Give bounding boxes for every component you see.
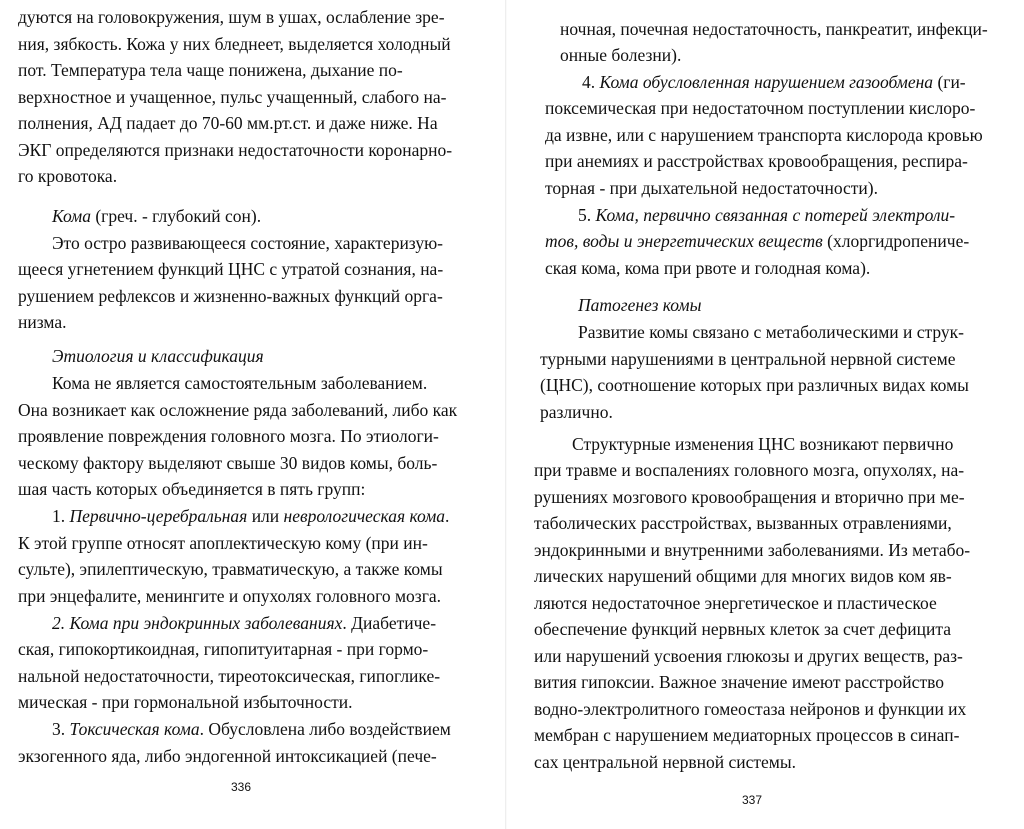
list-term: неврологическая кома [283,506,445,526]
right-page [512,0,1024,829]
list-item-3 [52,721,451,739]
text-line: К этой группе относят апоплектическую кому (при ин- [18,533,428,553]
text-line: го кровотока. [18,166,118,186]
text-line: низма. [18,312,67,332]
text-line: шая часть которых объединяется в пять групп: [18,479,366,499]
text-line: (ЦНС), соотношение которых при различных видах комы [540,375,969,395]
text-line: ская кома, кома при рвоте и голодная кома). [545,258,871,278]
text-line: при травме и воспалениях головного мозга, опухолях, на- [534,460,965,480]
text-line: различно. [540,402,613,422]
text-line: рушениях мозгового кровообращения и вторично при ме- [534,487,965,507]
page-number-left: 336 [231,780,252,794]
text-line: да извне, или с нарушением транспорта кислорода кровью [545,125,983,145]
text-line: эндокринными и внутренними заболеваниями. Из метабо- [534,540,971,560]
term-koma: Кома [52,206,91,226]
list-term: Токсическая кома [69,719,200,739]
text-line: или нарушений усвоения глюкозы и других веществ, раз- [534,646,963,666]
text-line: мическая - при гормональной избыточности. [18,692,353,712]
text-line: верхностное и учащенное, пульс учащенный, слабого на- [18,87,447,107]
text-line: дуются на головокружения, шум в ушах, ослабление зре- [18,7,445,27]
text-line: таболических расстройствах, вызванных отравлениями, [534,513,952,533]
text-line: Структурные изменения ЦНС возникают первично [572,434,954,454]
list-term: Кома обусловленная нарушением газообмена [599,72,934,92]
text-line: ночная, почечная недостаточность, панкреатит, инфекци- [560,19,988,39]
text-line: онные болезни). [560,45,682,65]
section-heading-etiology: Этиология и классификация [52,346,264,366]
list-rest: (хлоргидропениче- [822,231,970,251]
list-item-1 [52,508,449,526]
text-line: щееся угнетением функций ЦНС с утратой сознания, на- [18,259,444,279]
text-line: ская, гипокортикоидная, гипопитуитарная - при гормо- [18,639,429,659]
list-item-2 [52,615,436,633]
text-line: Она возникает как осложнение ряда заболеваний, либо как [18,400,458,420]
text-line: при анемиях и расстройствах кровообращения, респира- [545,151,968,171]
page-number-right: 337 [742,793,763,807]
book-gutter [505,0,507,829]
list-rest: . Диабетиче- [342,613,437,633]
text-line: водно-электролитного гомеостаза нейронов и функции их [534,699,967,719]
list-punct: . [445,506,450,526]
text-line: поксемическая при недостаточном поступлении кислоро- [545,98,976,118]
text-line: экзогенного яда, либо эндогенной интоксикацией (пече- [18,746,437,766]
text-line: рушением рефлексов и жизненно-важных функций орга- [18,286,443,306]
text-line: пот. Температура тела чаще понижена, дыхание по- [18,60,403,80]
text-line: торная - при дыхательной недостаточности). [545,178,878,198]
list-item-4 [582,74,966,92]
term-gloss: (греч. - глубокий сон). [90,206,262,226]
text-line: мембран с нарушением медиаторных процессов в синап- [534,725,960,745]
list-number: 3. [52,719,70,739]
text-line: Развитие комы связано с метаболическими и струк- [578,322,965,342]
text-line: проявление повреждения головного мозга. По этиологи- [18,426,439,446]
section-heading-pathogenesis: Патогенез комы [578,295,702,315]
list-term: Первично-церебральная [69,506,248,526]
term-definition-line [52,208,261,226]
list-term: тов, воды и энергетических веществ [545,231,823,251]
text-line: Кома не является самостоятельным заболеванием. [52,373,428,393]
text-line: ЭКГ определяются признаки недостаточности коронарно- [18,140,453,160]
left-page [0,0,500,829]
text-line: полнения, АД падает до 70-60 мм.рт.ст. и даже ниже. На [18,113,438,133]
list-term: Кома, первично связанная с потерей электроли- [595,205,956,225]
text-line: ческому фактору выделяют свыше 30 видов комы, боль- [18,453,438,473]
text-line: ляются недостаточное энергетическое и пластическое [534,593,937,613]
list-term: 2. Кома при эндокринных заболеваниях [52,613,343,633]
text-line: при энцефалите, менингите и опухолях головного мозга. [18,586,442,606]
text-line: турными нарушениями в центральной нервной системе [540,349,956,369]
list-number: 4. [582,72,600,92]
list-number: 5. [578,205,596,225]
text-line: обеспечение функций нервных клеток за счет дефицита [534,619,951,639]
text-line: лических нарушений общими для многих видов ком яв- [534,566,952,586]
list-number: 1. [52,506,70,526]
list-item-5 [578,207,955,225]
text-line: сах центральной нервной системы. [534,752,796,772]
list-rest: (ги- [933,72,966,92]
text-line: Это остро развивающееся состояние, характеризую- [52,233,444,253]
text-line [545,233,969,251]
text-line: вития гипоксии. Важное значение имеют расстройство [534,672,944,692]
list-conjunction: или [247,506,284,526]
text-line: нальной недостаточности, тиреотоксическая, гипоглике- [18,666,441,686]
list-rest: . Обусловлена либо воздействием [199,719,451,739]
text-line: ния, зябкость. Кожа у них бледнеет, выделяется холодный [18,34,451,54]
text-line: сульте), эпилептическую, травматическую, а также комы [18,559,443,579]
